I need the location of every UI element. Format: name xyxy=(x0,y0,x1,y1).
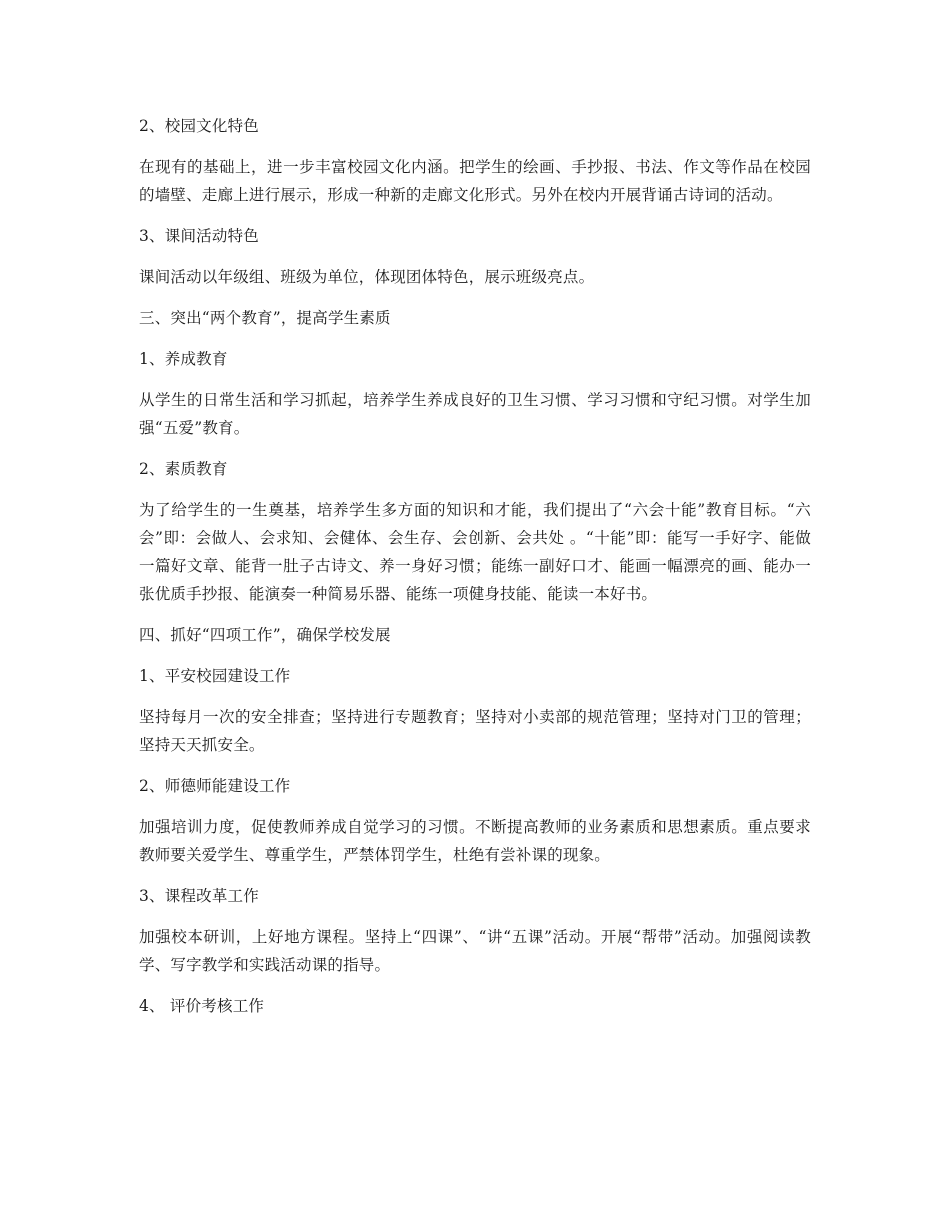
section-heading-teacher-ethics: 2、师德师能建设工作 xyxy=(139,777,291,795)
paragraph-curriculum-reform: 加强校本研训，上好地方课程。坚持上“四课”、“讲“五课”活动。开展“帮带”活动。加强阅读教学、写字教学和实践活动课的指导。 xyxy=(139,928,811,974)
paragraph-break-activities: 课间活动以年级组、班级为单位，体现团体特色，展示班级亮点。 xyxy=(139,268,595,286)
paragraph-campus-culture: 在现有的基础上，进一步丰富校园文化内涵。把学生的绘画、手抄报、书法、作文等作品在校园的墙壁、走廊上进行展示，形成一种新的走廊文化形式。另外在校内开展背诵古诗词的活动。 xyxy=(139,158,811,204)
section-heading-safe-campus: 1、平安校园建设工作 xyxy=(139,667,291,685)
chapter-heading-four-tasks: 四、抓好“四项工作”，确保学校发展 xyxy=(139,626,391,644)
section-heading-evaluation: 4、 评价考核工作 xyxy=(139,997,265,1015)
section-heading-campus-culture: 2、校园文化特色 xyxy=(139,117,259,135)
document-body xyxy=(139,112,811,1033)
section-heading-curriculum-reform: 3、课程改革工作 xyxy=(139,887,259,905)
paragraph-safe-campus: 坚持每月一次的安全排查；坚持进行专题教育；坚持对小卖部的规范管理；坚持对门卫的管理；坚持天天抓安全。 xyxy=(139,708,811,754)
paragraph-teacher-ethics: 加强培训力度，促使教师养成自觉学习的习惯。不断提高教师的业务素质和思想素质。重点要求教师要关爱学生、尊重学生，严禁体罚学生，杜绝有尝补课的现象。 xyxy=(139,818,811,864)
paragraph-habit-education: 从学生的日常生活和学习抓起，培养学生养成良好的卫生习惯、学习习惯和守纪习惯。对学生加强“五爱”教育。 xyxy=(139,391,811,437)
section-heading-break-activities: 3、课间活动特色 xyxy=(139,227,259,245)
section-heading-habit-education: 1、养成教育 xyxy=(139,350,228,368)
paragraph-quality-education: 为了给学生的一生奠基，培养学生多方面的知识和才能，我们提出了“六会十能”教育目标。“六会”即：会做人、会求知、会健体、会生存、会创新、会共处 。“十能”即：能写一手好字、能做一篇好文章、能背一肚子古诗文、养一身好习惯；能练一副好口才、能画一幅漂亮的画、能办一张优质手抄报、能演奏一种简易乐器、能练一项健身技能、能读一本好书。 xyxy=(139,501,811,603)
section-heading-quality-education: 2、素质教育 xyxy=(139,460,228,478)
chapter-heading-two-educations: 三、突出“两个教育”，提高学生素质 xyxy=(139,309,391,327)
